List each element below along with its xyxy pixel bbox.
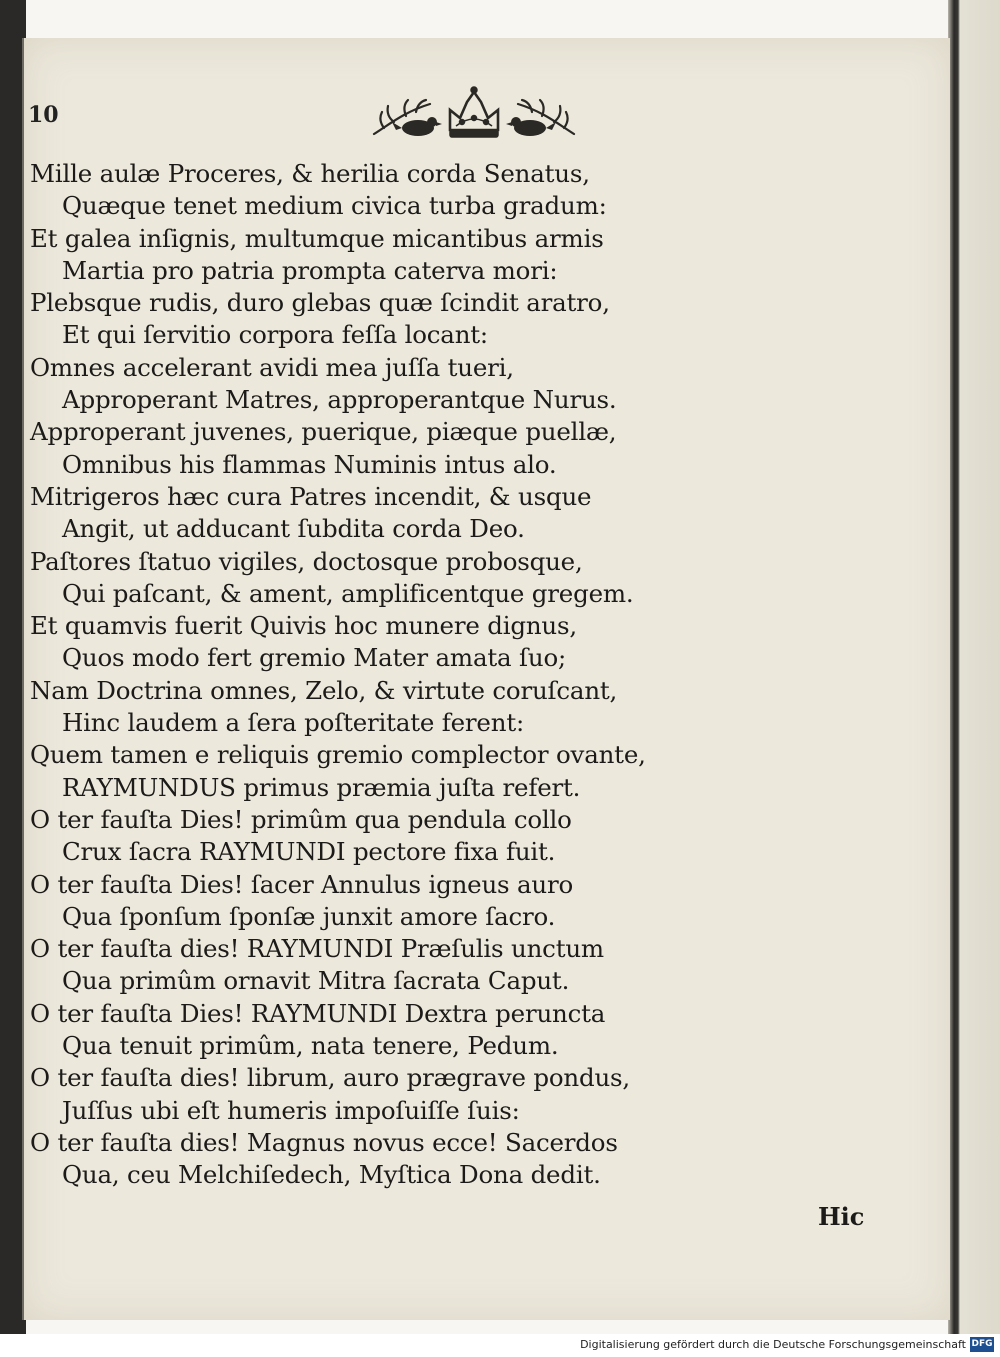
- verse-line: Qua primûm ornavit Mitra ſacrata Caput.: [62, 966, 570, 996]
- verse-line: O ter fauſta Dies! primûm qua pendula collo: [30, 804, 572, 834]
- verse-line: O ter fauſta dies! RAYMUNDI Præſulis unctum: [30, 934, 604, 964]
- verse-line: Hinc laudem a ſera poſteritate ferent:: [62, 708, 525, 738]
- verse-line: O ter fauſta Dies! ſacer Annulus igneus auro: [30, 869, 574, 899]
- verse-line: Plebsque rudis, duro glebas quæ ſcindit aratro,: [30, 288, 610, 318]
- verse-line: Mitrigeros hæc cura Patres incendit, & usque: [30, 481, 592, 511]
- crown-and-birds-vignette-icon: [370, 84, 578, 146]
- verse-line: Angit, ut adducant ſubdita corda Deo.: [62, 514, 525, 544]
- verse-line: Crux ſacra RAYMUNDI pectore fixa fuit.: [62, 837, 556, 867]
- verse-line: O ter fauſta dies! Magnus novus ecce! Sacerdos: [30, 1127, 618, 1157]
- verse-line: Juſſus ubi eſt humeris impoſuiſſe ſuis:: [62, 1095, 520, 1125]
- verse-line: O ter fauſta dies! librum, auro prægrave pondus,: [30, 1063, 630, 1093]
- verse-line: Approperant Matres, approperantque Nurus.: [62, 385, 617, 415]
- digitization-footer: [0, 1334, 1000, 1357]
- scan-right-edge: [948, 0, 1000, 1334]
- verse-line: Martia pro patria prompta caterva mori:: [62, 255, 558, 285]
- verse-line: Et galea inſignis, multumque micantibus armis: [30, 223, 604, 253]
- verse-line: Nam Doctrina omnes, Zelo, & virtute coruſcant,: [30, 675, 618, 705]
- verse-line: Qua ſponſum ſponſæ junxit amore ſacro.: [62, 901, 556, 931]
- book-page: [22, 38, 950, 1320]
- verse-line: Qua tenuit primûm, nata tenere, Pedum.: [62, 1031, 559, 1061]
- funding-credit: Digitalisierung gefördert durch die Deutsche Forschungsgemeinschaft: [580, 1338, 966, 1351]
- verse-line: Quos modo fert gremio Mater amata ſuo;: [62, 643, 567, 673]
- poem-verses: [30, 158, 730, 1192]
- page-number: 10: [28, 102, 59, 128]
- dfg-logo-icon: DFG: [970, 1337, 994, 1352]
- verse-line: Quem tamen e reliquis gremio complector ovante,: [30, 740, 646, 770]
- verse-line: RAYMUNDUS primus præmia juſta refert.: [62, 772, 581, 802]
- verse-line: Quæque tenet medium civica turba gradum:: [62, 191, 607, 221]
- verse-line: O ter fauſta Dies! RAYMUNDI Dextra peruncta: [30, 998, 606, 1028]
- verse-line: Qui paſcant, & ament, amplificentque gregem.: [62, 578, 634, 608]
- verse-line: Et qui ſervitio corpora feſſa locant:: [62, 320, 488, 350]
- verse-line: Omnes accelerant avidi mea juſſa tueri,: [30, 352, 514, 382]
- verse-line: Et quamvis fuerit Quivis hoc munere dignus,: [30, 611, 577, 641]
- verse-line: Approperant juvenes, puerique, piæque puellæ,: [30, 417, 617, 447]
- catchword: Hic: [818, 1202, 865, 1231]
- verse-line: Qua, ceu Melchiſedech, Myſtica Dona dedit.: [62, 1160, 601, 1190]
- verse-line: Omnibus his flammas Numinis intus alo.: [62, 449, 557, 479]
- verse-line: Paſtores ſtatuo vigiles, doctosque probosque,: [30, 546, 583, 576]
- verse-line: Mille aulæ Proceres, & herilia corda Senatus,: [30, 159, 590, 188]
